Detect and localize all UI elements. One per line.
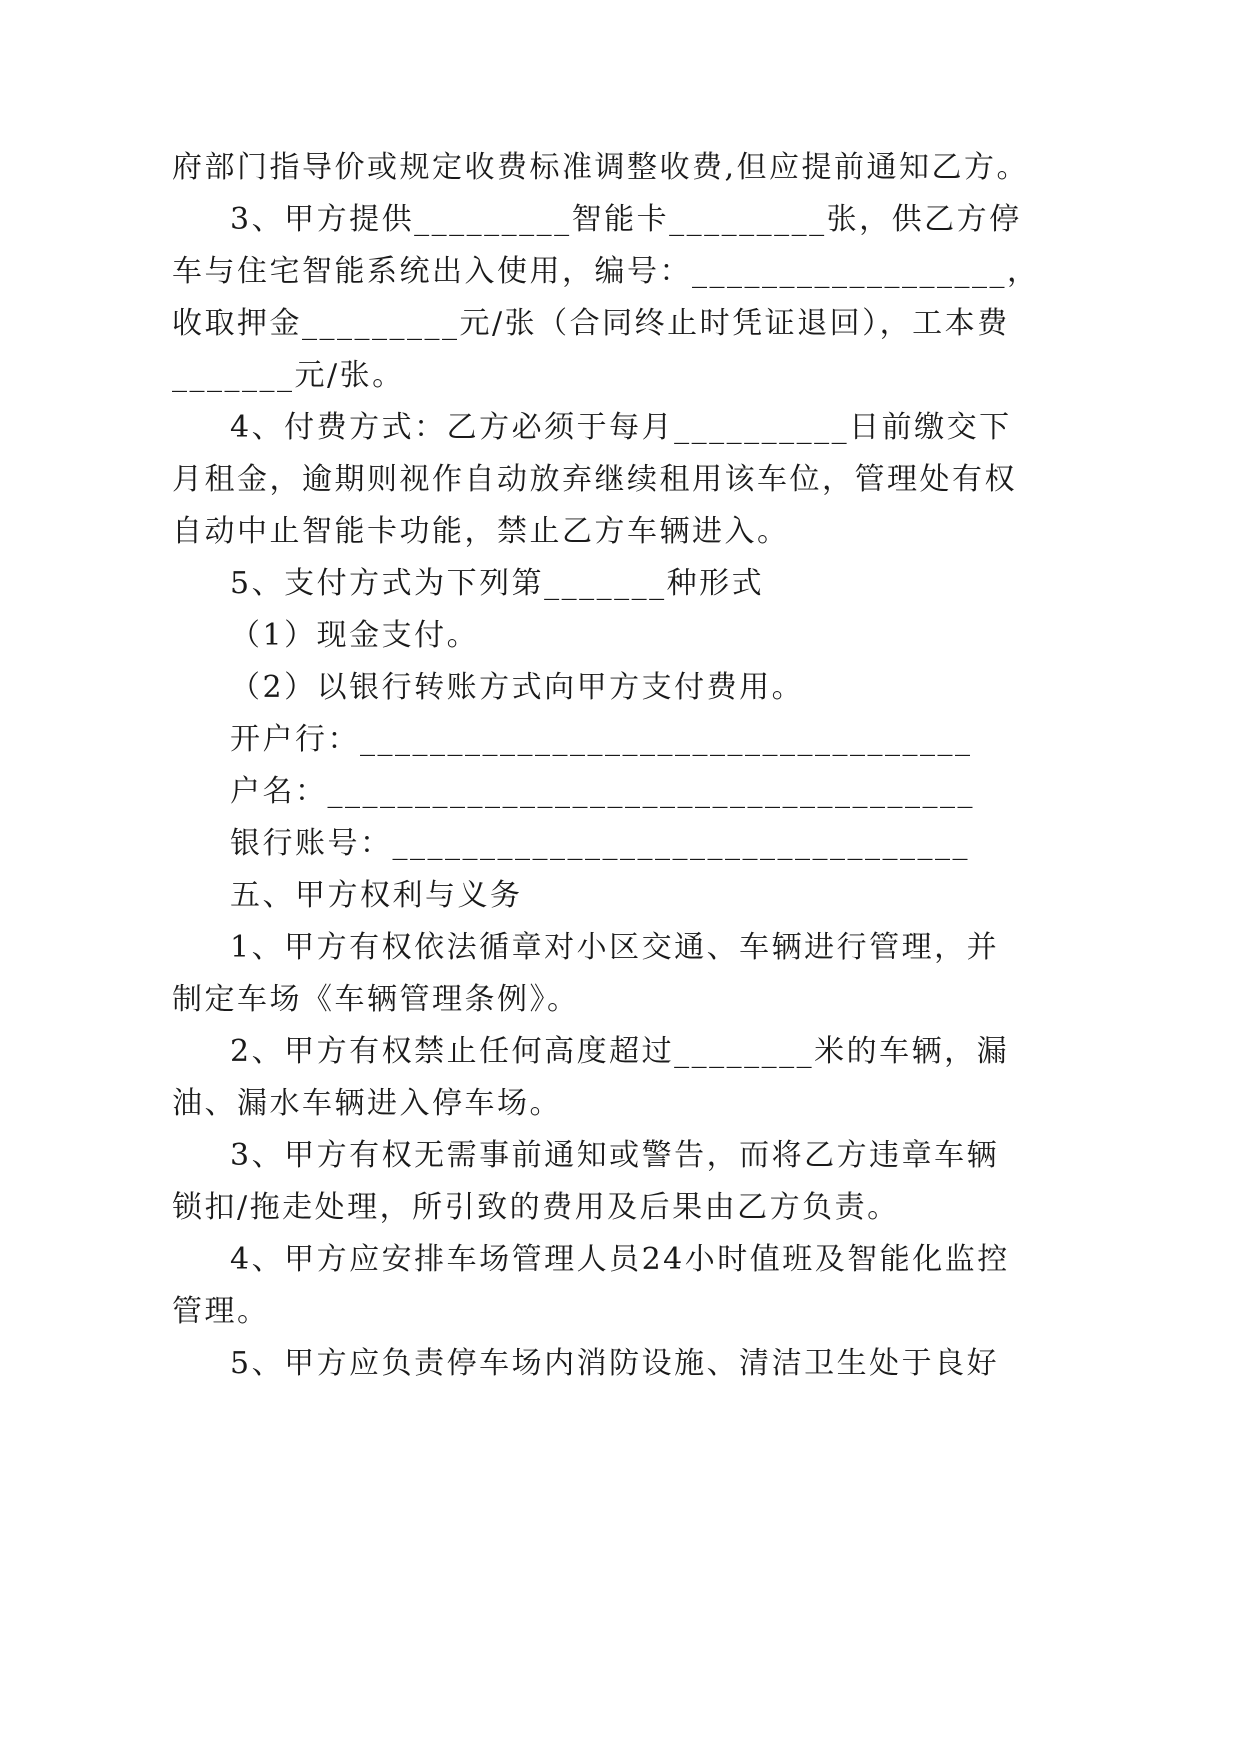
text-line: 银行账号：_________________________________ — [230, 826, 970, 861]
text-line: _______元/张。 — [172, 358, 405, 393]
text-line: 开户行：___________________________________ — [230, 722, 973, 757]
text-line: 4、付费方式：乙方必须于每月__________日前缴交下 — [230, 410, 1012, 445]
text-line: 5、甲方应负责停车场内消防设施、清洁卫生处于良好 — [230, 1346, 1000, 1381]
text-line: 1、甲方有权依法循章对小区交通、车辆进行管理，并 — [230, 930, 1000, 965]
text-line: 3、甲方有权无需事前通知或警告，而将乙方违章车辆 — [230, 1138, 1000, 1173]
text-line: 府部门指导价或规定收费标准调整收费,但应提前通知乙方。 — [172, 150, 1030, 185]
text-line: 4、甲方应安排车场管理人员24小时值班及智能化监控 — [230, 1242, 1010, 1277]
text-line: 车与住宅智能系统出入使用，编号：__________________， — [172, 254, 1040, 289]
section-heading: 五、甲方权利与义务 — [230, 878, 523, 913]
text-line: 月租金，逾期则视作自动放弃继续租用该车位，管理处有权 — [172, 462, 1017, 497]
text-line: 户名：_____________________________________ — [230, 774, 975, 809]
text-line: 油、漏水车辆进入停车场。 — [172, 1086, 562, 1121]
text-line: （1）现金支付。 — [230, 618, 480, 653]
text-line: 制定车场《车辆管理条例》。 — [172, 982, 580, 1017]
text-line: 3、甲方提供_________智能卡_________张，供乙方停 — [230, 202, 1022, 237]
text-line: 自动中止智能卡功能，禁止乙方车辆进入。 — [172, 514, 790, 549]
text-line: 管理。 — [172, 1294, 270, 1329]
text-line: 5、支付方式为下列第_______种形式 — [230, 566, 765, 601]
text-line: 2、甲方有权禁止任何高度超过________米的车辆，漏 — [230, 1034, 1010, 1069]
text-line: 锁扣/拖走处理，所引致的费用及后果由乙方负责。 — [172, 1190, 900, 1225]
text-line: （2）以银行转账方式向甲方支付费用。 — [230, 670, 805, 705]
text-line: 收取押金_________元/张（合同终止时凭证退回），工本费 — [172, 306, 1010, 341]
